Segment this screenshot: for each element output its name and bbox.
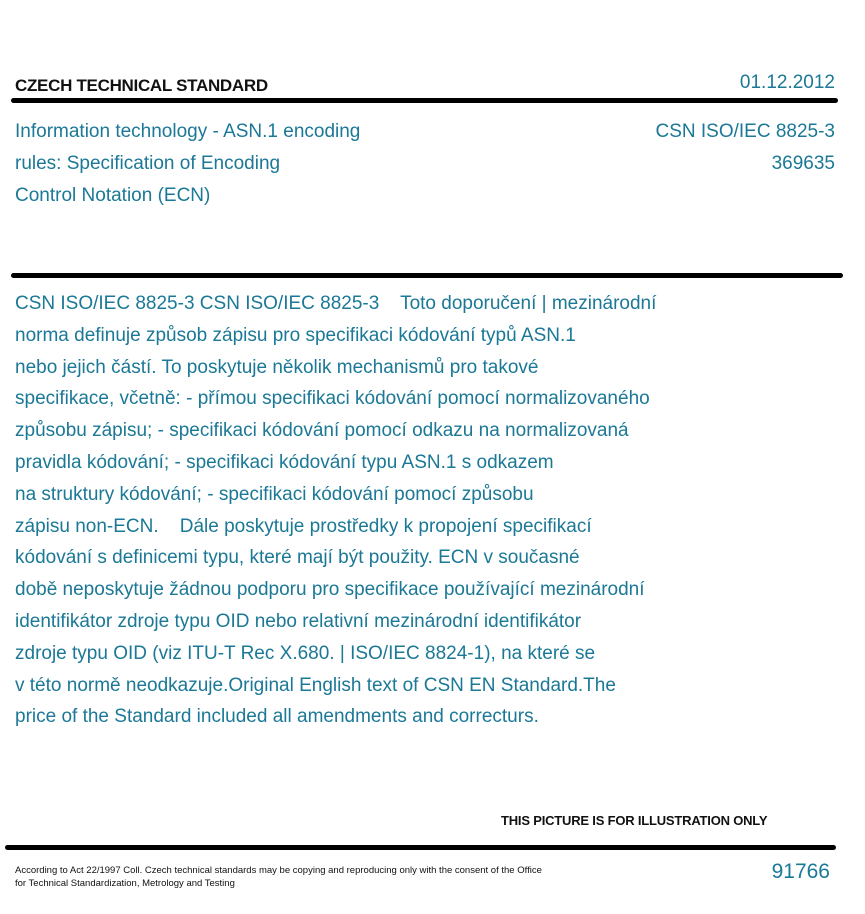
catalog-code: 369635 <box>771 153 835 174</box>
title-line: Information technology - ASN.1 encoding <box>15 121 361 142</box>
description-line: pravidla kódování; - specifikaci kódování typu ASN.1 s odkazem <box>15 451 554 473</box>
standard-title <box>15 116 360 212</box>
description-line: norma definuje způsob zápisu pro specifikaci kódování typů ASN.1 <box>15 324 576 346</box>
description-line: price of the Standard included all amendments and correcturs. <box>15 706 539 728</box>
standard-description <box>15 288 656 733</box>
section-divider <box>11 273 843 278</box>
legal-notice <box>15 864 542 890</box>
publication-date: 01.12.2012 <box>739 72 835 93</box>
standard-number: CSN ISO/IEC 8825-3 <box>655 121 835 142</box>
title-line: Control Notation (ECN) <box>15 185 211 206</box>
legal-line: for Technical Standardization, Metrology and Testing <box>15 878 235 889</box>
description-line: identifikátor zdroje typu OID nebo relativní mezinárodní identifikátor <box>15 610 582 632</box>
description-line: způsobu zápisu; - specifikaci kódování pomocí odkazu na normalizovaná <box>15 420 629 442</box>
description-line: kódování s definicemi typu, které mají být použity. ECN v současné <box>15 547 580 569</box>
description-line: v této normě neodkazuje.Original English text of CSN EN Standard.The <box>15 674 616 696</box>
description-line: na struktury kódování; - specifikaci kódování pomocí způsobu <box>15 483 534 505</box>
footer-divider <box>5 845 836 850</box>
description-line: zdroje typu OID (viz ITU-T Rec X.680. | ISO/IEC 8824-1), na které se <box>15 642 596 664</box>
description-line: nebo jejich částí. To poskytuje několik mechanismů pro takové <box>15 356 539 378</box>
description-line: zápisu non-ECN. Dále poskytuje prostředky k propojení specifikací <box>15 515 592 537</box>
legal-line: According to Act 22/1997 Coll. Czech technical standards may be copying and reproducing only with the consent of the Office <box>15 865 542 876</box>
description-line: CSN ISO/IEC 8825-3 CSN ISO/IEC 8825-3 Toto doporučení | mezinárodní <box>15 293 657 314</box>
illustration-note: THIS PICTURE IS FOR ILLUSTRATION ONLY <box>501 813 768 828</box>
description-line: době neposkytuje žádnou podporu pro specifikace používající mezinárodní <box>15 579 645 601</box>
title-line: rules: Specification of Encoding <box>15 153 281 174</box>
header-divider <box>11 98 838 103</box>
document-type-label: CZECH TECHNICAL STANDARD <box>15 76 268 95</box>
standard-identifiers <box>655 116 835 180</box>
description-line: specifikace, včetně: - přímou specifikaci kódování pomocí normalizovaného <box>15 388 650 410</box>
document-number: 91766 <box>771 860 830 883</box>
